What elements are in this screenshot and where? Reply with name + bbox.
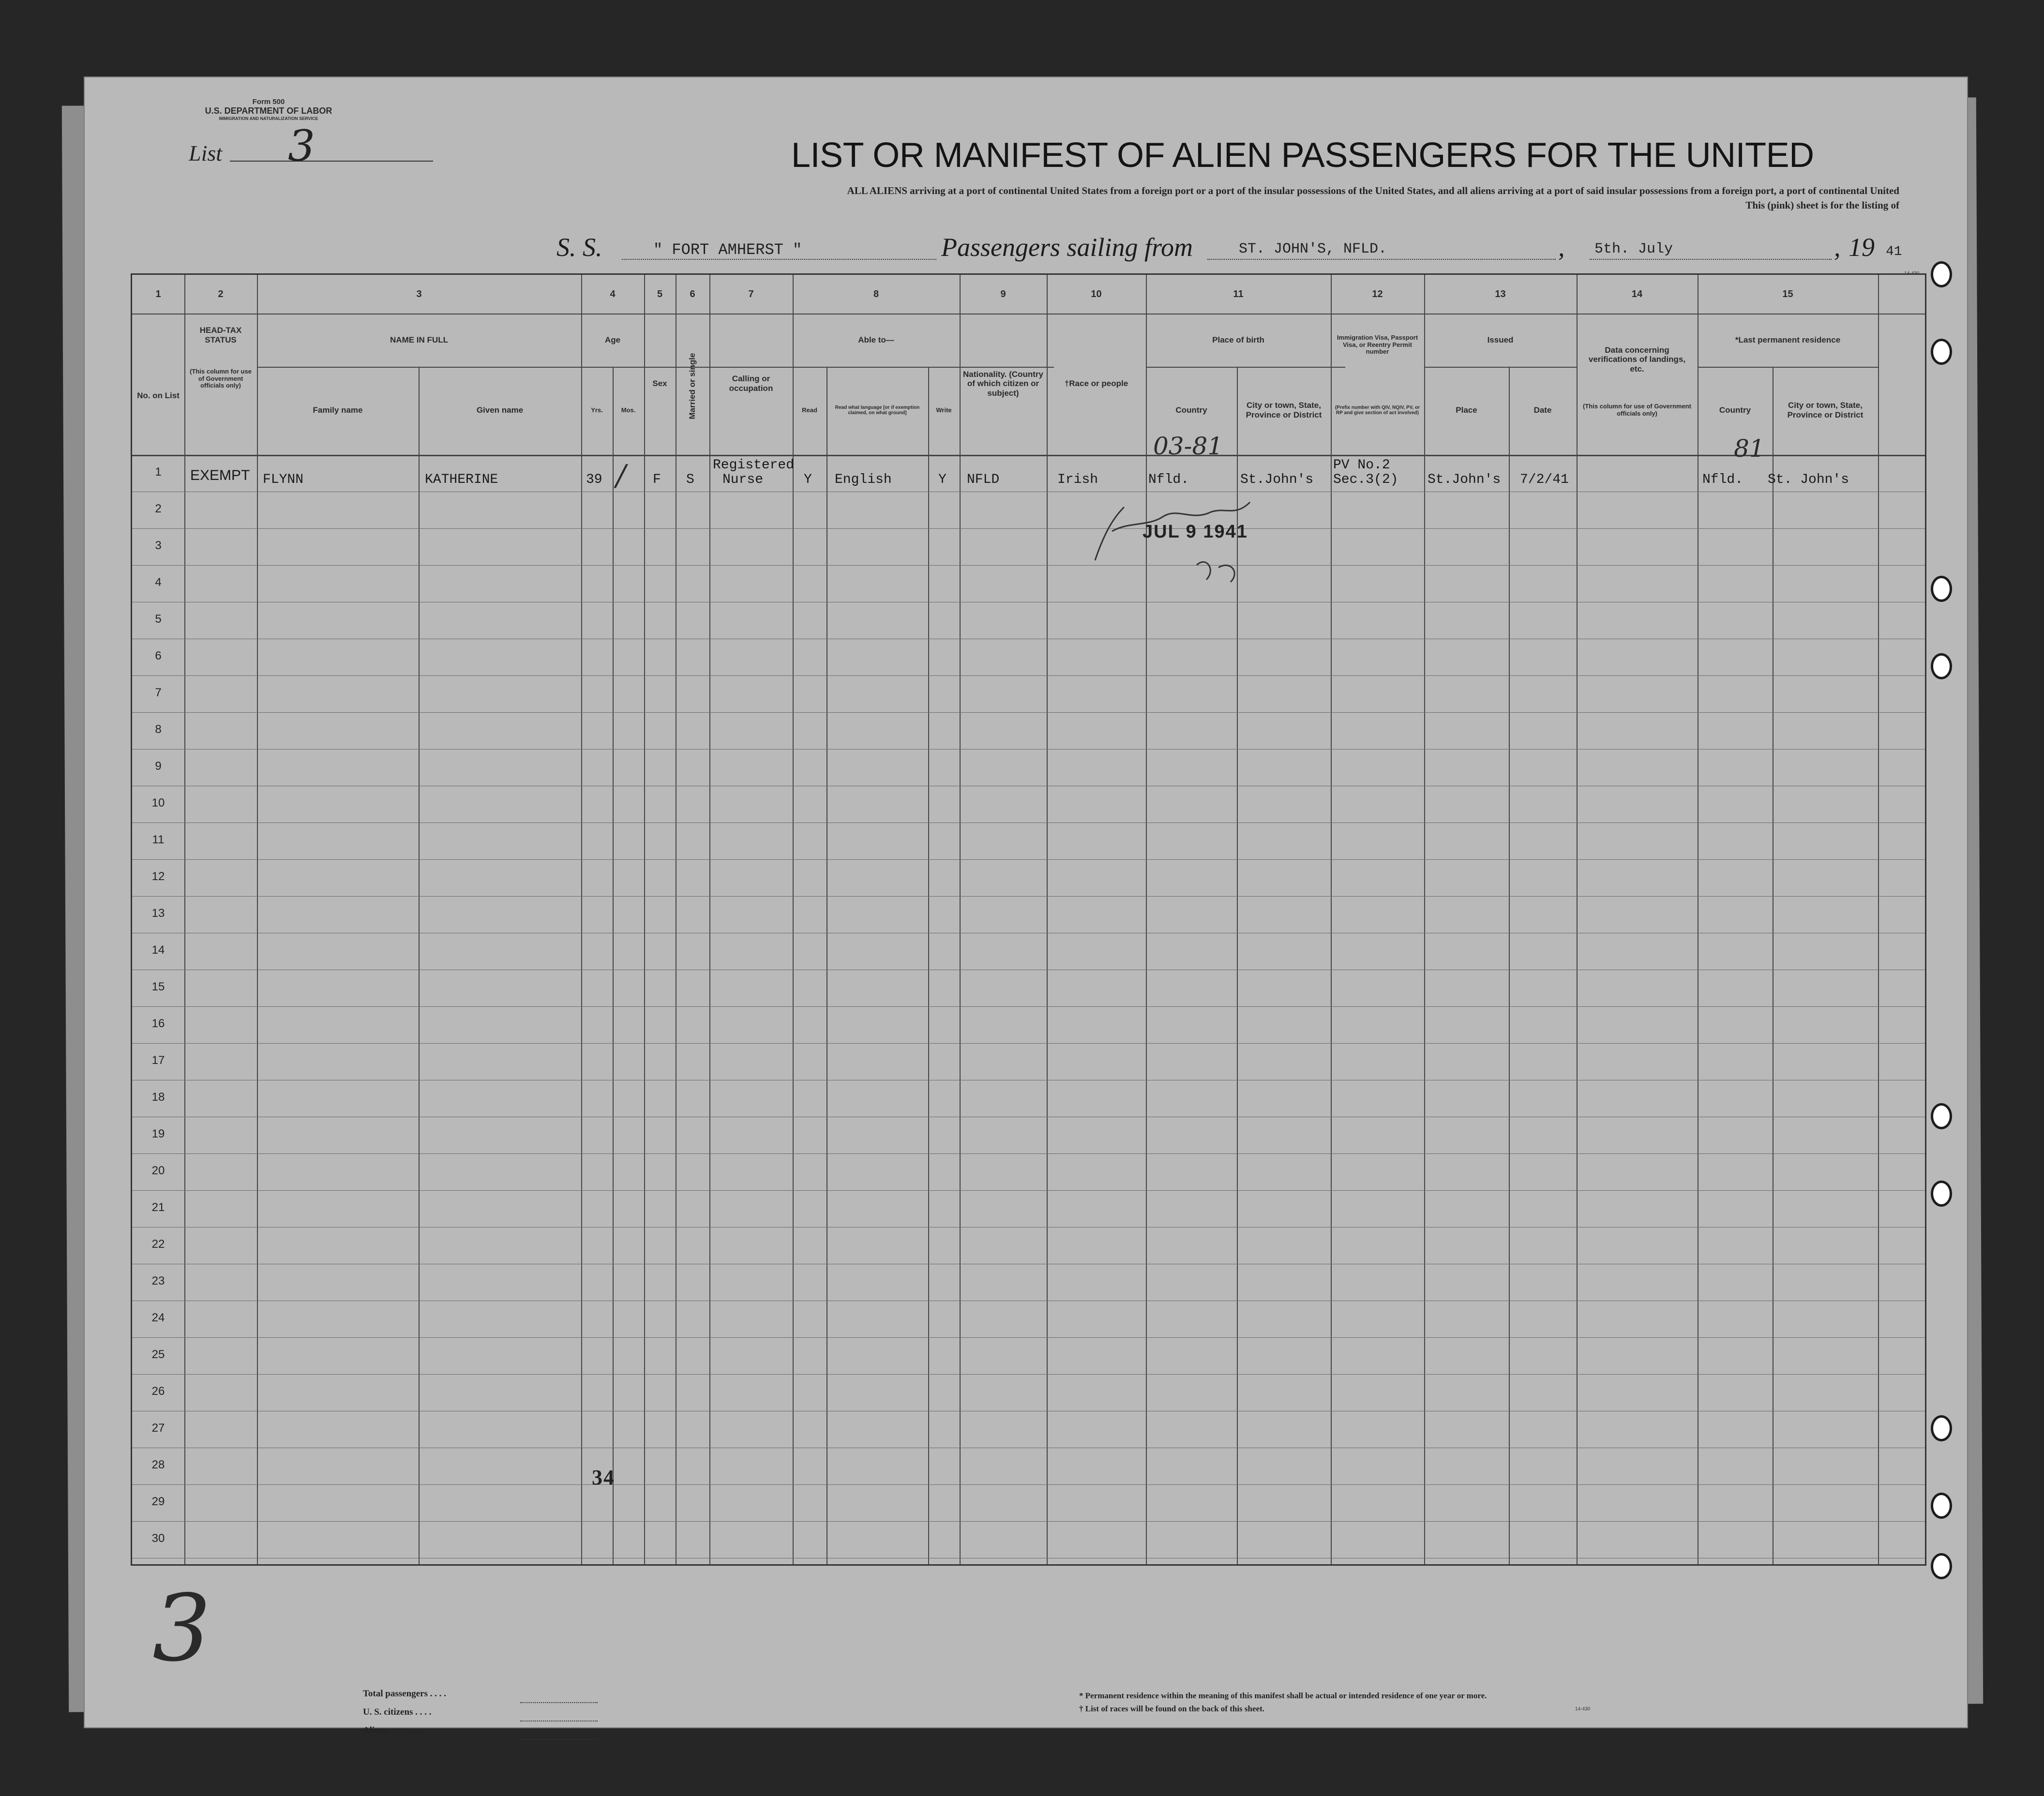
residence-city: St. John's	[1768, 472, 1849, 487]
header-issued-place: Place	[1456, 405, 1477, 415]
row-rule	[132, 1484, 1925, 1485]
row-number: 6	[155, 649, 162, 662]
col-number-7: 7	[748, 288, 754, 299]
marital-status: S	[686, 472, 694, 487]
header-res-city: City or town, State, Province or District	[1787, 401, 1864, 419]
aliens-label: Aliens . . . . . . . .	[363, 1725, 424, 1736]
manifest-sheet	[85, 77, 1967, 1736]
issued-place: St.John's	[1428, 472, 1501, 487]
row-number: 27	[151, 1422, 165, 1435]
birth-country: Nfld.	[1148, 472, 1189, 487]
row-number: 21	[151, 1201, 165, 1214]
row-number: 19	[151, 1127, 165, 1140]
punch-hole-icon	[1931, 339, 1952, 365]
column-border	[1509, 367, 1510, 1564]
head-tax-status: EXEMPT	[190, 467, 250, 483]
header-head-tax-note: (This column for use of Government officials only)	[190, 367, 252, 389]
ship-name-line	[622, 259, 936, 260]
row-rule	[132, 1374, 1925, 1375]
total-passengers-label: Total passengers . . . .	[363, 1689, 446, 1699]
year-suffix: 41	[1886, 244, 1902, 259]
row-number: 5	[155, 613, 162, 626]
header-given-name: Given name	[476, 405, 524, 415]
race: Irish	[1057, 472, 1098, 487]
header-bottom-rule	[132, 455, 1925, 456]
inspector-signature-icon	[1085, 488, 1260, 589]
row-rule	[132, 675, 1925, 676]
row-number: 4	[155, 576, 162, 589]
row-number: 14	[151, 943, 165, 957]
sailing-date-line	[1590, 259, 1832, 260]
punch-hole-icon	[1931, 1553, 1952, 1579]
col-number-10: 10	[1091, 288, 1102, 299]
row-number: 22	[151, 1238, 165, 1251]
row-rule	[132, 1337, 1925, 1338]
row-rule	[132, 1006, 1925, 1007]
header-rule	[581, 367, 644, 368]
can-write: Y	[938, 472, 947, 487]
sailing-date: 5th. July	[1594, 241, 1673, 257]
header-last-residence: *Last permanent residence	[1735, 335, 1841, 345]
row-number: 20	[151, 1164, 165, 1177]
list-mark-handwritten: 3	[152, 1575, 211, 1682]
page-title: LIST OR MANIFEST OF ALIEN PASSENGERS FOR THE UNITED	[791, 136, 1814, 175]
col-number-6: 6	[690, 288, 695, 299]
col-number-2: 2	[218, 288, 224, 299]
row-rule	[132, 1153, 1925, 1154]
header-rule	[1698, 367, 1878, 368]
col-number-4: 4	[610, 288, 616, 299]
header-age: Age	[604, 335, 621, 345]
col-number-1: 1	[155, 288, 161, 299]
header-no-on-list: No. on List	[137, 391, 180, 401]
row-number: 3	[155, 539, 162, 552]
list-underline	[230, 161, 433, 162]
family-name: FLYNN	[263, 472, 304, 487]
row-number: 25	[151, 1348, 165, 1361]
column-border	[1878, 275, 1879, 1564]
column-border	[960, 275, 961, 1564]
form-code: 14-430	[1904, 271, 1920, 276]
punch-hole-icon	[1931, 1493, 1952, 1519]
form-number: Form 500	[252, 98, 285, 106]
residence-country: Nfld.	[1702, 472, 1743, 487]
footer-code: 14-430	[1575, 1706, 1591, 1712]
service-name: IMMIGRATION AND NATURALIZATION SERVICE	[219, 116, 318, 121]
header-head-tax: HEAD-TAX STATUS	[199, 326, 242, 344]
row-number: 29	[151, 1495, 165, 1508]
header-res-country: Country	[1719, 405, 1751, 415]
row-number: 1	[155, 465, 162, 479]
column-border	[1577, 275, 1578, 1564]
row-rule	[132, 1190, 1925, 1191]
column-border	[1047, 275, 1048, 1564]
header-verifications: Data concerning verifications of landings, etc.	[1588, 345, 1686, 374]
can-read: Y	[804, 472, 812, 487]
row-number: 26	[151, 1385, 165, 1398]
row-number: 2	[155, 502, 162, 515]
sailing-label: Passengers sailing from	[941, 233, 1193, 262]
punch-hole-icon	[1931, 261, 1952, 287]
row-number: 13	[151, 907, 165, 920]
header-nationality: Nationality. (Country of which citizen or subject)	[963, 369, 1043, 398]
header-yrs: Yrs.	[591, 406, 603, 414]
row-number: 10	[151, 796, 165, 809]
visa-line-2: Sec.3(2)	[1333, 472, 1398, 487]
col-number-9: 9	[1000, 288, 1006, 299]
row-number: 24	[151, 1311, 165, 1324]
column-border	[1424, 275, 1425, 1564]
footer-totals	[363, 1689, 446, 1744]
header-race: †Race or people	[1064, 379, 1128, 389]
header-birth-city: City or town, State, Province or District	[1246, 401, 1322, 419]
header-rule	[1146, 367, 1345, 368]
header-place-of-birth: Place of birth	[1212, 335, 1264, 345]
birth-code-annotation: 03-81	[1153, 432, 1223, 460]
comma-separator: ,	[1834, 233, 1841, 262]
col-number-3: 3	[416, 288, 422, 299]
column-border	[257, 275, 258, 1564]
age-months-mark: /	[616, 459, 626, 493]
row-number: 17	[151, 1054, 165, 1067]
language: English	[835, 472, 892, 487]
form-identifier	[191, 98, 346, 121]
header-verifications-note: (This column for use of Government officials only)	[1583, 403, 1691, 417]
punch-hole-icon	[1931, 1181, 1952, 1207]
header-family-name: Family name	[313, 405, 363, 415]
row-rule	[132, 528, 1925, 529]
header-rule	[1424, 367, 1577, 368]
header-read: Read	[802, 406, 817, 414]
column-border	[928, 367, 929, 1564]
row-number: 15	[151, 980, 165, 993]
header-issued-date: Date	[1533, 405, 1552, 415]
row-rule	[132, 565, 1925, 566]
column-border	[613, 367, 614, 1564]
col-number-11: 11	[1233, 288, 1244, 299]
list-label: List	[189, 141, 223, 165]
header-mos: Mos.	[621, 406, 636, 414]
sailing-port-line	[1207, 259, 1556, 260]
nationality: NFLD	[967, 472, 1000, 487]
col-number-5: 5	[657, 288, 663, 299]
header-married-single: Married or single	[688, 353, 697, 419]
header-sex: Sex	[652, 379, 667, 389]
row-rule	[132, 896, 1925, 897]
col-number-12: 12	[1372, 288, 1383, 299]
punch-hole-icon	[1931, 653, 1952, 679]
subtitle-line-2: This (pink) sheet is for the listing of	[1745, 199, 1899, 211]
header-able-to: Able to—	[858, 335, 894, 345]
punch-hole-icon	[1931, 1415, 1952, 1441]
ss-label: S. S.	[556, 233, 602, 262]
row-number: 9	[155, 760, 162, 773]
row-number: 18	[151, 1091, 165, 1104]
total-passengers-line	[520, 1702, 598, 1703]
row-rule	[132, 1521, 1925, 1522]
column-border	[644, 275, 645, 1564]
row-number: 23	[151, 1274, 165, 1287]
column-border	[184, 275, 185, 1564]
column-border	[1331, 275, 1332, 1564]
row-rule	[132, 859, 1925, 860]
header-write: Write	[936, 406, 952, 414]
occupation-line-2: Nurse	[722, 472, 764, 487]
row-number: 16	[151, 1017, 165, 1030]
punch-hole-icon	[1931, 576, 1952, 602]
page-count: 34	[592, 1466, 615, 1489]
footnote-residence: * Permanent residence within the meaning of this manifest shall be actual or intended residence of one year or more.	[1079, 1691, 1487, 1700]
row-number: 30	[151, 1532, 165, 1545]
department-name: U.S. DEPARTMENT OF LABOR	[205, 106, 332, 116]
us-citizens-label: U. S. citizens . . . .	[363, 1707, 432, 1717]
row-rule	[132, 712, 1925, 713]
manifest-table	[131, 273, 1926, 1566]
row-number: 28	[151, 1458, 165, 1471]
header-visa: Immigration Visa, Passport Visa, or Reentry Permit number	[1337, 333, 1418, 356]
row-number: 7	[155, 686, 162, 699]
year-prefix: 19	[1849, 233, 1875, 262]
header-read-what: Read what language [or if exemption claimed, on what ground]	[835, 404, 920, 416]
sex: F	[653, 472, 661, 487]
row-number: 8	[155, 723, 162, 736]
column-border	[419, 367, 420, 1564]
sailing-port: ST. JOHN'S, NFLD.	[1239, 241, 1387, 257]
ship-name: " FORT AMHERST "	[653, 241, 802, 259]
visa-line-1: PV No.2	[1333, 458, 1390, 473]
aliens-line	[520, 1739, 598, 1740]
header-issued: Issued	[1487, 335, 1514, 345]
header-rule	[793, 367, 960, 368]
header-calling: Calling or occupation	[729, 374, 773, 393]
birth-city: St.John's	[1240, 472, 1314, 487]
subtitle-line-1: ALL ALIENS arriving at a port of continental United States from a foreign port or a port of the insular possessions of the United States, and all aliens arriving at a port of said insular possessions from a foreign port, a port of continental United	[847, 185, 1899, 196]
occupation-line-1: Registered	[713, 458, 795, 473]
punch-hole-icon	[1931, 1103, 1952, 1129]
footnote-races: † List of races will be found on the back of this sheet.	[1079, 1704, 1264, 1713]
list-number: 3	[288, 121, 315, 171]
column-border	[1146, 275, 1147, 1564]
given-name: KATHERINE	[425, 472, 498, 487]
col-number-13: 13	[1495, 288, 1506, 299]
row-number: 12	[151, 870, 165, 883]
age-years: 39	[586, 472, 602, 487]
comma-separator: ,	[1558, 233, 1565, 262]
header-birth-country: Country	[1175, 405, 1207, 415]
col-number-15: 15	[1782, 288, 1793, 299]
header-name-in-full: NAME IN FULL	[390, 335, 448, 345]
column-border	[709, 275, 710, 1564]
row-rule	[132, 1043, 1925, 1044]
header-visa-note: (Prefix number with QIV, NQIV, PV, or RP and give section of act involved)	[1335, 404, 1420, 416]
row-number: 11	[152, 833, 165, 846]
residence-code-annotation: 81	[1734, 434, 1765, 463]
column-border	[581, 275, 582, 1564]
issued-date: 7/2/41	[1520, 472, 1569, 487]
col-number-8: 8	[873, 288, 879, 299]
date-stamp: JUL 9 1941	[1142, 522, 1248, 542]
col-number-14: 14	[1631, 288, 1643, 299]
